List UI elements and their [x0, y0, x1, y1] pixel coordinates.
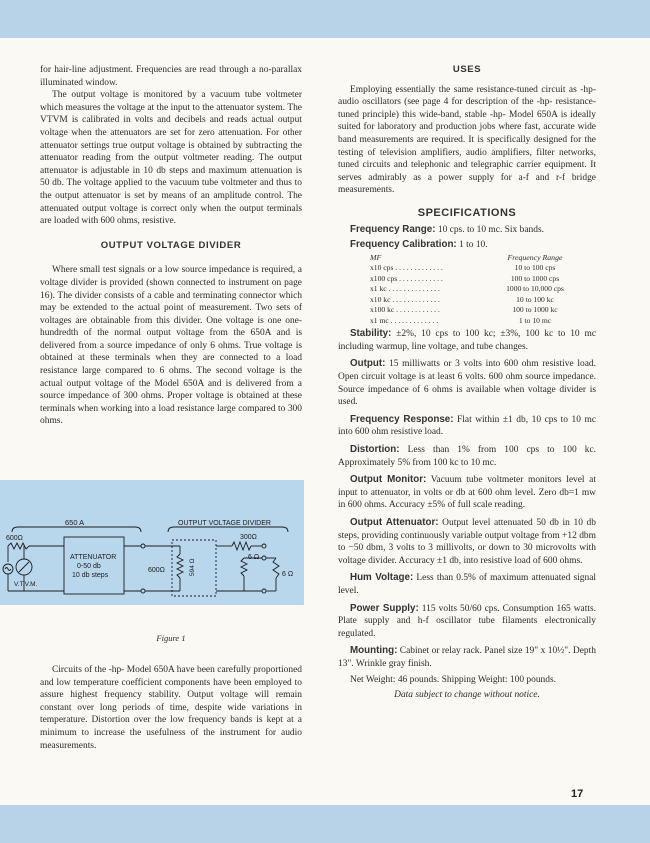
spec-label: Output Attenuator:	[350, 516, 439, 528]
table-cell-mf: x10 cps . . . . . . . . . . . . .	[370, 263, 443, 273]
spec-value: Less than 1% from 100 cps to 100 kc. Approximately 5% from 100 kc to 10 mc.	[338, 444, 596, 468]
circuit-diagram	[0, 480, 304, 605]
spec-label: Power Supply:	[350, 602, 419, 614]
label-attenuator-range: 0-50 db	[77, 563, 101, 570]
spec-stability	[338, 328, 596, 353]
table-cell-mf: x1 kc . . . . . . . . . . . . . .	[370, 284, 440, 294]
left-column-bottom	[40, 664, 302, 752]
circuits-paragraph: Circuits of the -hp- Model 650A have been carefully proportioned and low temperature coefficient components have been employed to assure highest frequency stability. Output voltage will remain constant over long periods of time, despite wide variations in temperature. Distortion over the low frequency bands is kept at a minimum to increase the usefulness of the instrument for audio measurements.	[40, 665, 302, 751]
spec-label: Frequency Calibration:	[350, 239, 457, 251]
label-300-ohm: 300Ω	[240, 534, 257, 541]
spec-value: Flat within ±1 db, 10 cps to 10 mc into 600 ohm resistive load.	[338, 414, 597, 438]
output-voltage-divider-heading: OUTPUT VOLTAGE DIVIDER	[100, 239, 242, 251]
intro-paragraph: for hair-line adjustment. Frequencies are read through a no-parallax illuminated window.	[40, 65, 302, 88]
spec-value: 15 milliwatts or 3 volts into 600 ohm resistive load. Open circuit voltage is at least 6 volts. 600 ohm source impedance. Source impedance of 6 ohms is available when voltage divider is used.	[338, 359, 597, 408]
spec-value: 1 to 10.	[459, 240, 488, 251]
label-6-ohm-b: 6 Ω	[282, 571, 294, 578]
table-row	[370, 263, 580, 274]
spec-distortion	[338, 444, 596, 469]
right-column	[338, 64, 596, 702]
left-column	[40, 64, 302, 428]
table-cell-mf: x100 cps . . . . . . . . . . . .	[370, 273, 443, 283]
spec-value: Output level attenuated 50 db in 10 db steps, providing continuously variable output voltage from +12 dbm to −50 dbm, 3 volts to 3 millivolts, or down to 30 microvolts with voltage divider. Accuracy ±1 db, into resistive load of 600 ohms.	[338, 517, 596, 566]
bottom-band	[0, 805, 650, 843]
label-6-ohm-a: 6 Ω	[248, 554, 260, 561]
table-header-range: Frequency Range	[507, 252, 563, 262]
spec-value: ±2%, 10 cps to 100 kc; ±3%, 100 kc to 10 mc including warmup, line voltage, and tube changes.	[338, 329, 597, 352]
spec-label: Frequency Range:	[350, 223, 436, 235]
spec-label: Stability:	[350, 328, 392, 340]
frequency-range-table	[370, 253, 580, 327]
label-divider: OUTPUT VOLTAGE DIVIDER	[178, 520, 271, 527]
spec-mounting	[338, 645, 596, 670]
spec-label: Distortion:	[350, 443, 400, 455]
table-cell-range: 100 to 1000 kc	[512, 305, 558, 315]
spec-value: Vacuum tube voltmeter monitors level at input to attenuator, in volts or db at 600 ohm level. Zero db=1 mw in 600 ohms. Accuracy ±5% of full scale reading.	[338, 475, 596, 511]
spec-label: Output:	[350, 358, 386, 370]
table-row	[370, 316, 580, 327]
spec-power-supply	[338, 603, 596, 641]
table-cell-range: 1 to 10 mc	[518, 315, 552, 325]
table-cell-mf: x100 kc . . . . . . . . . . . .	[370, 305, 440, 315]
output-voltage-paragraph: The output voltage is monitored by a vacuum tube voltmeter which measures the voltage at the input to the attenuator system. The VTVM is calibrated in volts and decibels and reads actual output voltage when the attenuators are set for zero attenuation. For other attenuator settings true output voltage is obtained by subtracting the attenuator reading from the output voltmeter reading. The output attenuator is adjustable in 10 db steps and maximum attenuation is 50 db. The voltage applied to the vacuum tube voltmeter and thus to the output attenuator is set by means of an amplitude control. The attenuated output voltage is correct only when the output terminals are loaded with 600 ohms, resistive.	[40, 90, 302, 227]
spec-value: 115 volts 50/60 cps. Consumption 165 watts. Plate supply and h-f oscillator tube filaments electronically regulated.	[338, 603, 596, 639]
label-vtvm: V.T.V.M.	[14, 581, 38, 588]
spec-value: Less than 0.5% of maximum attenuated signal level.	[338, 573, 596, 596]
table-row	[370, 305, 580, 316]
label-650a: 650 A	[65, 518, 85, 527]
spec-label: Output Monitor:	[350, 474, 427, 486]
spec-label: Mounting:	[350, 645, 398, 657]
specifications-heading: SPECIFICATIONS	[417, 206, 517, 219]
figure-caption: Figure 1	[156, 633, 186, 643]
table-cell-range: 100 to 1000 cps	[510, 273, 560, 283]
table-header-mf: MF	[370, 252, 382, 262]
table-cell-range: 10 to 100 kc	[516, 294, 554, 304]
label-attenuator-steps: 10 db steps	[72, 572, 109, 579]
top-band	[0, 0, 650, 38]
table-row	[370, 284, 580, 295]
spec-value: 10 cps. to 10 mc. Six bands.	[437, 224, 545, 235]
uses-heading: USES	[452, 64, 482, 75]
spec-label: Hum Voltage:	[350, 572, 414, 584]
table-row	[370, 274, 580, 285]
table-row	[370, 295, 580, 306]
label-attenuator: ATTENUATOR	[70, 554, 117, 561]
spec-output-attenuator	[338, 517, 596, 567]
label-600-ohm-load: 600Ω	[148, 567, 165, 574]
circuit-diagram-svg	[0, 480, 304, 605]
page-number: 17	[571, 788, 584, 800]
label-594-ohm: 594 Ω	[189, 558, 196, 576]
spec-output	[338, 358, 596, 408]
table-cell-range: 10 to 100 cps	[514, 263, 556, 273]
spec-frequency-response	[338, 414, 596, 439]
divider-paragraph: Where small test signals or a low source impedance is required, a voltage divider is provided (shown connected to instrument on page 16). The divider consists of a cable and terminating connector which may be extended to the actual point of measurement. Two sets of voltages are obtainable from this divider. One voltage is one one-hundredth of the normal output voltage from the 650A and is delivered from a source impedance of only 6 ohms. True voltage is obtained at these terminals when they are connected to a load resistance large compared to 6 ohms. The second voltage is the actual output voltage of the Model 650A and is delivered from a source impedance of 300 ohms. Proper voltage is obtained at these terminals when working into a load resistance large compared to 300 ohms.	[40, 265, 302, 427]
label-600-ohm: 600Ω	[6, 535, 23, 542]
spec-output-monitor	[338, 474, 596, 512]
spec-frequency-calibration	[338, 239, 596, 252]
table-cell-mf: x1 mc . . . . . . . . . . . . .	[370, 315, 439, 325]
spec-value: Cabinet or relay rack. Panel size 19" x 10½". Depth 13". Wrinkle gray finish.	[338, 646, 596, 669]
table-header	[370, 253, 580, 264]
spec-weight: Net Weight: 46 pounds. Shipping Weight: 100 pounds.	[350, 675, 557, 686]
uses-paragraph: Employing essentially the same resistance-tuned circuit as -hp- audio oscillators (see page 4 for description of the -hp- resistance-tuned principle) this wide-band, stable -hp- Model 650A is ideally suited for laboratory and production jobs where fast, accurate wide band measurements are required. It is specifically designed for the testing of television amplifiers, audio amplifiers, filter networks, tuned circuits and telephonic and telegraphic carrier equipment. It serves admirably as a power supply for a-f and r-f bridge measurements.	[338, 84, 596, 196]
table-cell-mf: x10 kc . . . . . . . . . . . . .	[370, 294, 440, 304]
spec-hum-voltage	[338, 572, 596, 597]
spec-label: Frequency Response:	[350, 413, 454, 425]
table-cell-range: 1000 to 10,000 cps	[506, 284, 564, 294]
spec-frequency-range	[338, 224, 596, 237]
data-note: Data subject to change without notice.	[394, 690, 540, 701]
